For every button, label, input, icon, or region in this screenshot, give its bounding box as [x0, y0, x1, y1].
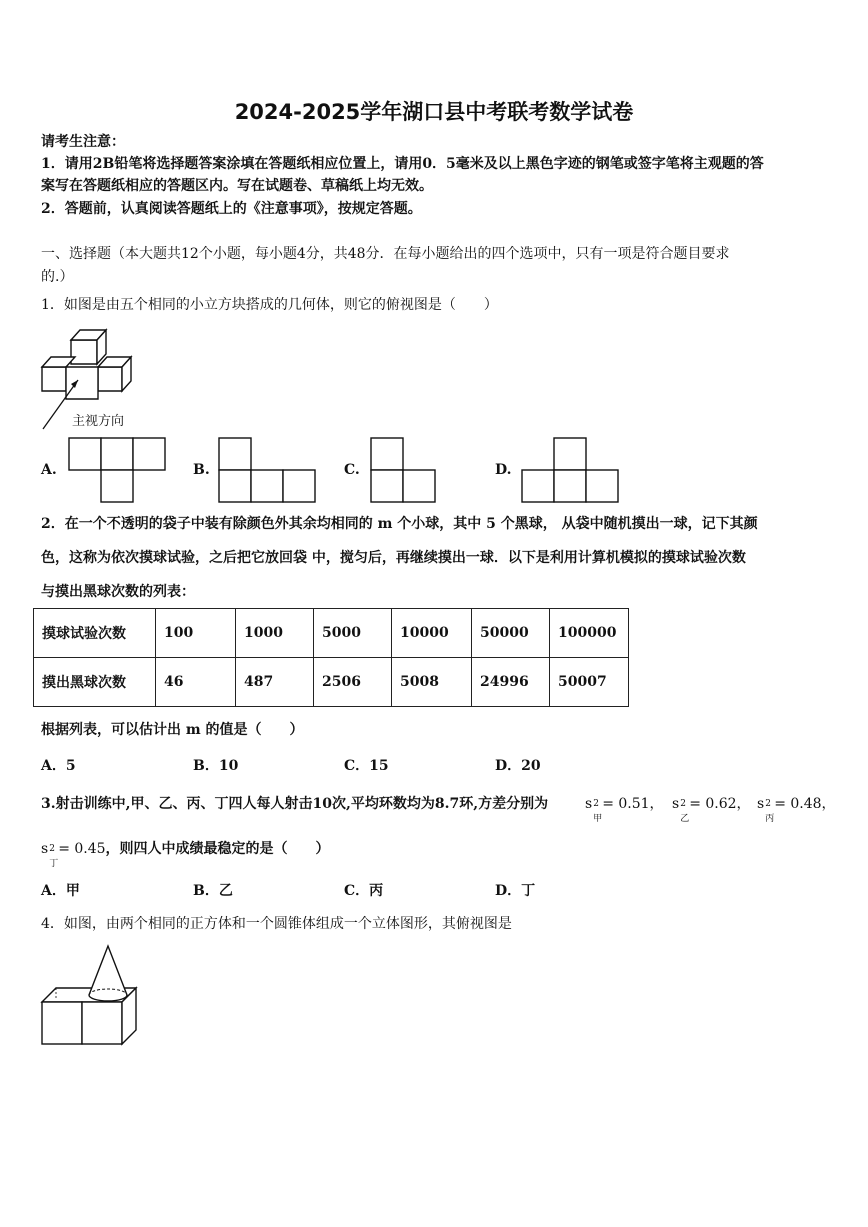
table-cell: 10000 — [392, 609, 472, 658]
table-cell: 24996 — [472, 658, 550, 707]
variance-value: = 0.48 — [774, 796, 822, 812]
q2-option-b: B．10 — [193, 758, 239, 774]
separator-comma: ， — [649, 796, 664, 812]
variance-value: = 0.45 — [58, 841, 106, 857]
q3-stem-line-2 — [41, 838, 330, 869]
q3-variance-yi — [672, 793, 751, 824]
q2-option-d: D．20 — [495, 758, 541, 774]
q1-option-a-figure — [68, 437, 168, 503]
q3-variance-jia — [585, 793, 664, 824]
variance-symbol: s — [672, 796, 680, 812]
q3-option-c: C．丙 — [344, 883, 384, 899]
q3-option-a: A．甲 — [41, 883, 80, 899]
notice-line-1b: 案写在答题纸相应的答题区内。写在试题卷、草稿纸上均无效。 — [41, 178, 433, 194]
separator-comma: ， — [736, 796, 751, 812]
variance-superscript: 2 — [765, 799, 771, 809]
q1-stem: 1．如图是由五个相同的小立方块搭成的几何体，则它的俯视图是（ ） — [41, 297, 498, 313]
q3-stem-tail: ，则四人中成绩最稳定的是（ ） — [105, 841, 330, 857]
table-cell: 1000 — [236, 609, 314, 658]
variance-symbol: s — [757, 796, 765, 812]
table-cell: 46 — [156, 658, 236, 707]
table-cell: 100000 — [550, 609, 629, 658]
q3-stem: 3.射击训练中,甲、乙、丙、丁四人每人射击10次,平均环数均为8.7环,方差分别为 — [41, 796, 549, 812]
notice-line-1a: 1．请用2B铅笔将选择题答案涂填在答题纸相应位置上，请用0．5毫米及以上黑色字迹的钢笔或签字笔将主观题的答 — [41, 156, 764, 172]
variance-superscript: 2 — [49, 844, 55, 854]
q1-option-c-label: C. — [344, 462, 360, 478]
notice-line-2: 2．答题前，认真阅读答题纸上的《注意事项》，按规定答题。 — [41, 201, 422, 217]
table-row — [34, 609, 629, 658]
variance-value: = 0.51 — [602, 796, 650, 812]
notice-heading: 请考生注意： — [41, 134, 125, 150]
q1-option-a-label: A. — [41, 462, 57, 478]
variance-symbol: s — [41, 841, 49, 857]
variance-subscript: 乙 — [680, 814, 690, 824]
table-cell: 50007 — [550, 658, 629, 707]
q2-stem-line-3: 与摸出黑球次数的列表： — [41, 584, 195, 600]
q3-option-d: D．丁 — [495, 883, 536, 899]
table-cell: 5000 — [314, 609, 392, 658]
variance-subscript: 丙 — [765, 814, 775, 824]
q2-data-table — [33, 608, 629, 707]
separator-comma: ， — [821, 796, 836, 812]
table-cell: 摸出黑球次数 — [34, 658, 156, 707]
table-cell: 5008 — [392, 658, 472, 707]
table-cell: 100 — [156, 609, 236, 658]
variance-superscript: 2 — [680, 799, 686, 809]
q4-solid-figure — [38, 940, 143, 1052]
q2-option-a: A．5 — [41, 758, 76, 774]
q1-option-b-figure — [218, 437, 318, 503]
table-cell: 摸球试验次数 — [34, 609, 156, 658]
q3-variance-bing — [757, 793, 836, 824]
table-cell: 50000 — [472, 609, 550, 658]
variance-superscript: 2 — [593, 799, 599, 809]
variance-subscript: 丁 — [49, 859, 59, 869]
q2-stem-line-2: 色，这称为依次摸球试验，之后把它放回袋 中，搅匀后，再继续摸出一球．以下是利用计算机模拟的摸球试验次数 — [41, 550, 746, 566]
q2-option-c: C．15 — [344, 758, 389, 774]
q1-option-b-label: B. — [193, 462, 210, 478]
page-title: 2024-2025学年湖口县中考联考数学试卷 — [234, 100, 634, 124]
q3-option-b: B．乙 — [193, 883, 233, 899]
variance-symbol: s — [585, 796, 593, 812]
q4-stem: 4．如图，由两个相同的正方体和一个圆锥体组成一个立体图形，其俯视图是 — [41, 916, 512, 932]
table-cell: 487 — [236, 658, 314, 707]
variance-subscript: 甲 — [593, 814, 603, 824]
q3-variance-ding — [41, 841, 106, 869]
q2-question: 根据列表，可以估计出 m 的值是（ ） — [41, 722, 304, 738]
section-heading-line-2: 的.） — [41, 269, 74, 285]
q1-view-direction-label: 主视方向 — [72, 414, 125, 429]
table-cell: 2506 — [314, 658, 392, 707]
q1-option-d-figure — [521, 437, 621, 503]
variance-value: = 0.62 — [689, 796, 737, 812]
table-row — [34, 658, 629, 707]
q1-option-d-label: D. — [495, 462, 512, 478]
q2-stem-line-1: 2．在一个不透明的袋子中装有除颜色外其余均相同的 m 个小球，其中 5 个黑球， 从袋中随机摸出一球，记下其颜 — [41, 516, 758, 532]
section-heading-line-1: 一、选择题（本大题共12个小题，每小题4分，共48分．在每小题给出的四个选项中，只有一项是符合题目要求 — [41, 246, 730, 262]
q1-option-c-figure — [370, 437, 438, 503]
